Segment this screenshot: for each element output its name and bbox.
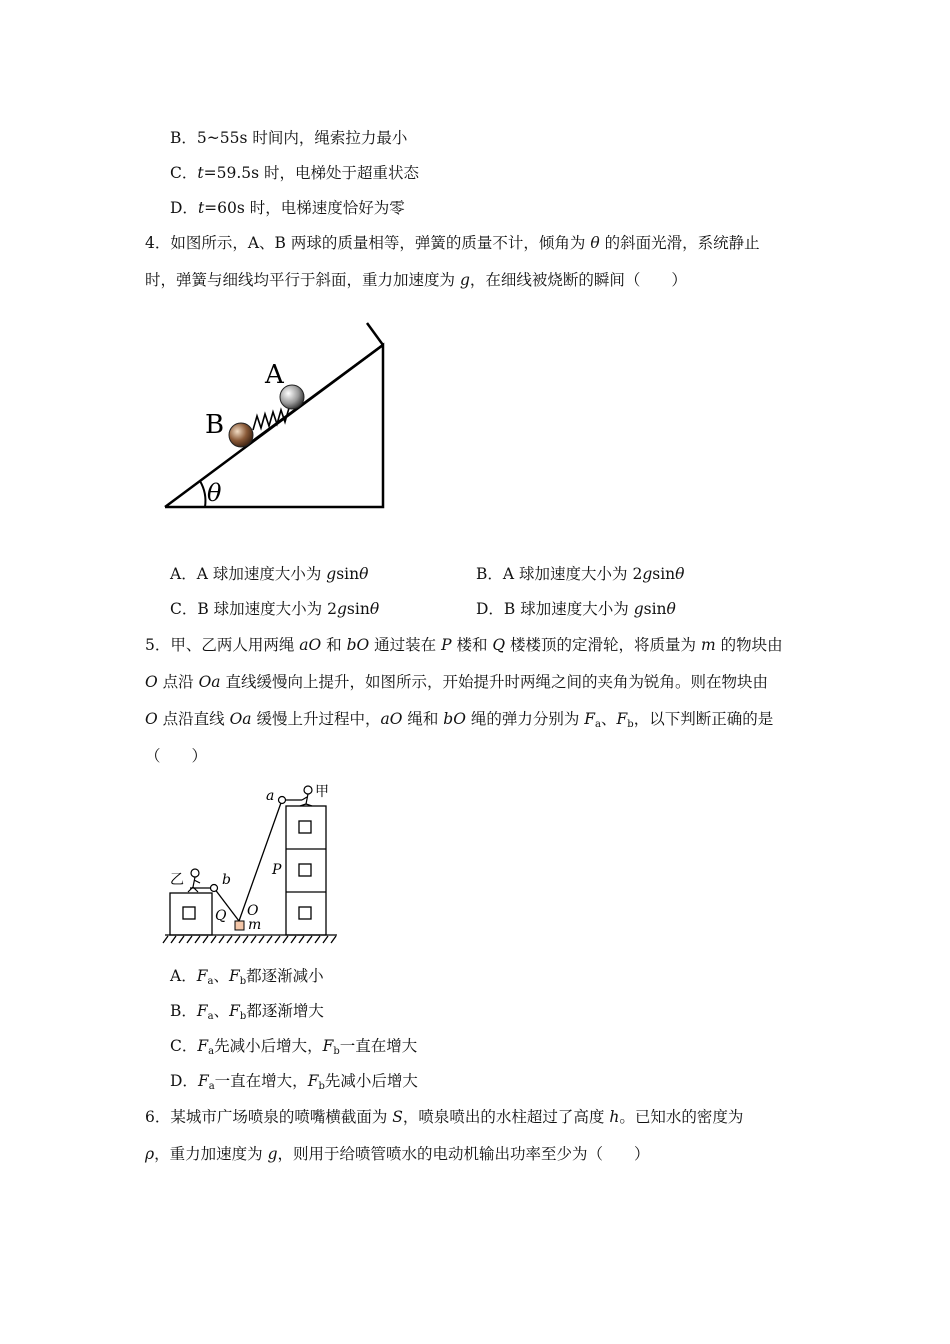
q4-stem-line1: 4．如图所示，A、B 两球的质量相等，弹簧的质量不计，倾角为 θ 的斜面光滑，系统静止 — [145, 234, 760, 252]
q6-stem-line1: 6．某城市广场喷泉的喷嘴横截面为 S，喷泉喷出的水柱超过了高度 h。已知水的密度为 — [145, 1108, 744, 1126]
svg-text:甲: 甲 — [315, 784, 329, 800]
q4-option-a: A．A 球加速度大小为 gsinθ — [170, 565, 369, 583]
svg-text:Q: Q — [215, 908, 227, 924]
q4-option-d: D．B 球加速度大小为 gsinθ — [476, 600, 676, 618]
q3-option-c: C．t=59.5s 时，电梯处于超重状态 — [170, 164, 419, 182]
svg-text:乙: 乙 — [170, 872, 184, 888]
q5-stem-line2: O 点沿 Oa 直线缓慢向上提升，如图所示，开始提升时两绳之间的夹角为锐角。则在物块由 — [145, 673, 768, 691]
q4-stem-line2: 时，弹簧与细线均平行于斜面，重力加速度为 g，在细线被烧断的瞬间（ ） — [145, 271, 687, 289]
q5-stem-line1: 5．甲、乙两人用两绳 aO 和 bO 通过装在 P 楼和 Q 楼楼顶的定滑轮，将质量为 m 的物块由 — [145, 636, 783, 654]
building-q — [170, 893, 212, 935]
person-jia — [300, 786, 312, 806]
q5-option-b: B．$F_a$、$F_b$都逐渐增大 — [170, 1002, 324, 1022]
q3-option-b: B．5~55s 时间内，绳索拉力最小 — [170, 129, 408, 147]
pulley-figure — [160, 780, 340, 950]
svg-text:a: a — [266, 788, 275, 804]
q5-option-c: C．$F_a$先减小后增大，$F_b$一直在增大 — [170, 1037, 418, 1057]
theta-label: θ — [207, 479, 222, 507]
q5-stem-line4: （ ） — [145, 747, 208, 765]
label-b: B — [205, 410, 225, 440]
block-m — [235, 921, 244, 930]
q4-option-c: C．B 球加速度大小为 2gsinθ — [170, 600, 380, 618]
ball-b — [229, 423, 253, 447]
q3-option-d: D．t=60s 时，电梯速度恰好为零 — [170, 199, 405, 217]
q5-option-a: A．$F_a$、$F_b$都逐渐减小 — [170, 967, 324, 987]
incline-figure — [155, 315, 395, 515]
ground-hatch — [163, 936, 336, 943]
q4-option-b: B．A 球加速度大小为 2gsinθ — [476, 565, 685, 583]
svg-text:m: m — [248, 917, 262, 933]
q5-option-d: D．$F_a$一直在增大，$F_b$先减小后增大 — [170, 1072, 418, 1092]
theta-arc — [200, 481, 205, 507]
svg-text:P: P — [272, 862, 282, 878]
svg-text:b: b — [222, 872, 231, 888]
building-p — [286, 806, 326, 935]
svg-text:O: O — [247, 903, 259, 919]
label-a: A — [265, 360, 284, 390]
q6-stem-line2: ρ，重力加速度为 g，则用于给喷管喷水的电动机输出功率至少为（ ） — [145, 1145, 650, 1163]
pulley-b — [211, 885, 218, 892]
pulley-a — [279, 797, 286, 804]
q5-stem-line3: O 点沿直线 Oa 缓慢上升过程中，aO 绳和 bO 绳的弹力分别为 $F_a$、$F_b$，以下判断正确的是 — [145, 710, 774, 730]
rope-ao — [239, 800, 282, 921]
